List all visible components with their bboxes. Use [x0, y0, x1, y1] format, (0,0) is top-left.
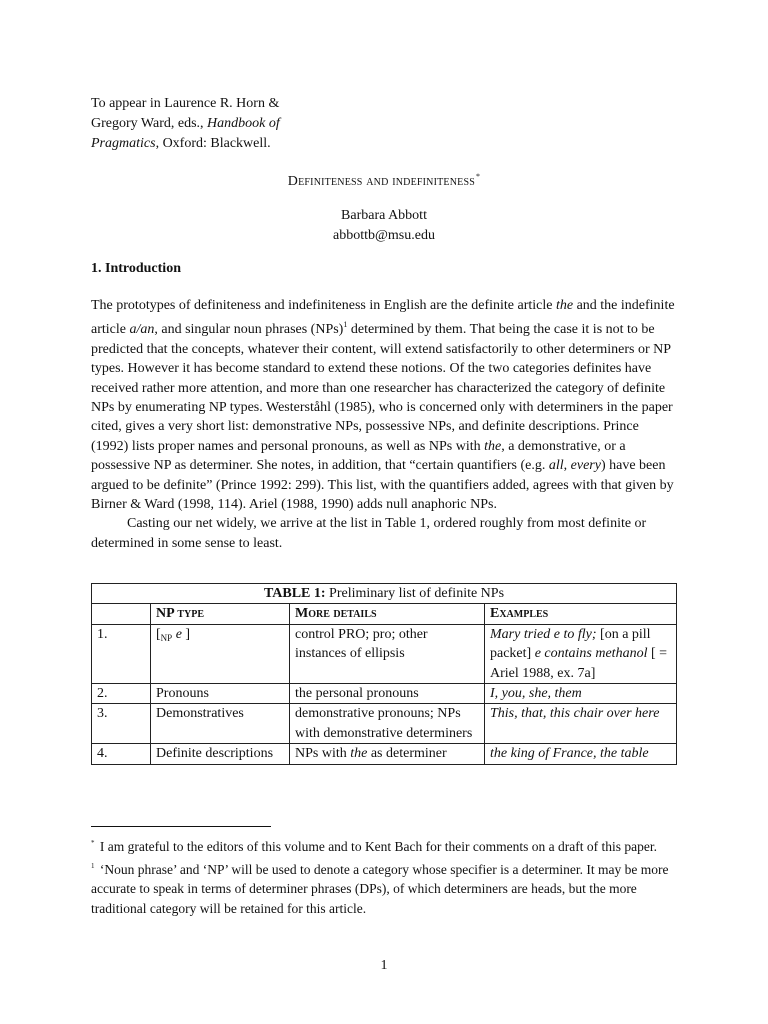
text-run: determined by them. That being the case it is not to be predicted that the concepts, whatever their content, will extend satisfactorily to other determiners or NP types. However it has become standard to extend these notions. Of the two categories definites have received rather more attention, and more than one researcher has characterized the category of definite NPs by enumerating NP types. Westerståhl (1985), who is concerned only with determiners in the paper cited, gives a very short list: demonstrative NPs, possessive NPs, and definite descriptions. Prince (1992) lists proper names and personal pronouns, as well as NPs with — [91, 322, 673, 454]
table-row — [92, 684, 677, 704]
author-email: abbottb@msu.edu — [333, 228, 435, 243]
details-cell — [290, 744, 485, 764]
text-run: ] — [181, 626, 191, 642]
text-run: , — [563, 458, 571, 474]
table-caption-text: Preliminary list of definite NPs — [325, 586, 505, 601]
book-title: Handbook of — [207, 116, 280, 131]
text-run: [ — [156, 626, 161, 642]
table-row — [92, 744, 677, 764]
publication-text: To appear in Laurence R. Horn & — [91, 96, 280, 111]
italic-term: every — [570, 458, 601, 474]
text-run: ) have been argued to be definite” (Prince 1992: 299). This list, with the quantifiers added, agrees with that given by Birner & Ward (1998, 114). Ariel (1988, 1990) adds null anaphoric NPs. — [91, 458, 674, 513]
examples-cell — [485, 684, 677, 704]
author-block — [91, 206, 677, 246]
table-1 — [91, 583, 677, 765]
table-row — [92, 704, 677, 744]
footnote-marker[interactable]: 1 — [343, 320, 348, 330]
row-number: 4. — [92, 744, 151, 764]
table-header-examples: Examples — [485, 604, 677, 624]
footnote-marker[interactable]: * — [476, 172, 481, 181]
np-type-cell: Demonstratives — [151, 704, 290, 744]
table-header-np-type: NP type — [151, 604, 290, 624]
body-text — [91, 296, 677, 553]
np-type-cell: Pronouns — [151, 684, 290, 704]
table-header-empty — [92, 604, 151, 624]
np-type-cell: Definite descriptions — [151, 744, 290, 764]
examples-cell — [485, 704, 677, 744]
table-header-details: More details — [290, 604, 485, 624]
text-run: NPs with — [295, 746, 351, 762]
paper-title-text: Definiteness and indefiniteness — [287, 174, 475, 189]
book-title: Pragmatics — [91, 136, 156, 151]
table-caption-label: TABLE 1: — [263, 586, 326, 601]
italic-term: e — [172, 626, 182, 642]
footnote-1 — [91, 857, 677, 919]
table-row — [92, 624, 677, 683]
italic-term: all — [548, 458, 564, 474]
publication-note-line — [91, 134, 280, 154]
footnote-text: I am grateful to the editors of this volume and to Kent Bach for their comments on a draft of this paper. — [96, 839, 657, 854]
row-number: 2. — [92, 684, 151, 704]
text-run: and the indefinite article — [91, 298, 675, 338]
footnotes — [91, 834, 677, 918]
text-run: [ = Ariel 1988, ex. 7a] — [490, 646, 668, 681]
row-number: 3. — [92, 704, 151, 744]
footnote-marker: 1 — [91, 861, 95, 870]
footnote-text: ‘Noun phrase’ and ‘NP’ will be used to denote a category whose specifier is a determiner. It may be more accurate to speak in terms of determiner phrases (DPs), of which determiners are heads, but the more traditional category will be retained for this article. — [91, 861, 669, 916]
publication-text: Gregory Ward, eds., — [91, 116, 208, 131]
publication-text: , Oxford: Blackwell. — [155, 136, 271, 151]
author-name: Barbara Abbott — [341, 208, 427, 223]
details-cell: control PRO; pro; other instances of ellipsis — [290, 624, 485, 683]
publication-note-line — [91, 114, 280, 134]
text-run: Casting our net widely, we arrive at the list in Table 1, ordered roughly from most definite or determined in some sense to least. — [91, 516, 647, 551]
italic-term: the — [484, 438, 502, 454]
italic-term: a/an — [129, 322, 155, 338]
definite-nps-table — [91, 583, 677, 765]
publication-note — [91, 94, 280, 154]
details-cell: the personal pronouns — [290, 684, 485, 704]
text-run: [on a pill packet] — [490, 626, 651, 662]
text-run: The prototypes of definiteness and indefiniteness in English are the definite article — [91, 298, 556, 313]
table-header-row — [92, 604, 677, 624]
paragraph — [91, 514, 677, 553]
italic-term: e contains methanol — [534, 646, 648, 662]
italic-term: This, that, this chair over here — [490, 706, 660, 722]
italic-term: I, you, she, them — [490, 686, 582, 702]
text-run: , a demonstrative, or a possessive NP as determiner. She notes, in addition, that “certain quantifiers (e.g. — [91, 438, 626, 474]
italic-term: the — [350, 746, 368, 762]
italic-term: the — [555, 298, 574, 313]
footnote-divider — [91, 826, 271, 827]
footnote-acknowledgement — [91, 834, 677, 857]
examples-cell — [485, 744, 677, 764]
paragraph — [91, 296, 677, 514]
table-caption-row — [92, 584, 677, 604]
paper-title — [91, 172, 677, 190]
examples-cell — [485, 624, 677, 683]
publication-note-line — [91, 94, 280, 114]
text-run: , and singular noun phrases (NPs) — [154, 322, 344, 338]
np-type-cell — [151, 624, 290, 683]
section-heading: 1. Introduction — [91, 261, 181, 276]
details-cell: demonstrative pronouns; NPs with demonstrative determiners — [290, 704, 485, 744]
subscript: NP — [160, 632, 173, 643]
row-number: 1. — [92, 624, 151, 683]
footnote-marker: * — [91, 839, 95, 847]
text-run: as determiner — [367, 746, 447, 762]
page-number: 1 — [380, 958, 388, 973]
italic-term: Mary tried e to fly; — [490, 626, 597, 642]
italic-term: the king of France, the table — [490, 746, 649, 762]
table-caption — [92, 584, 677, 604]
